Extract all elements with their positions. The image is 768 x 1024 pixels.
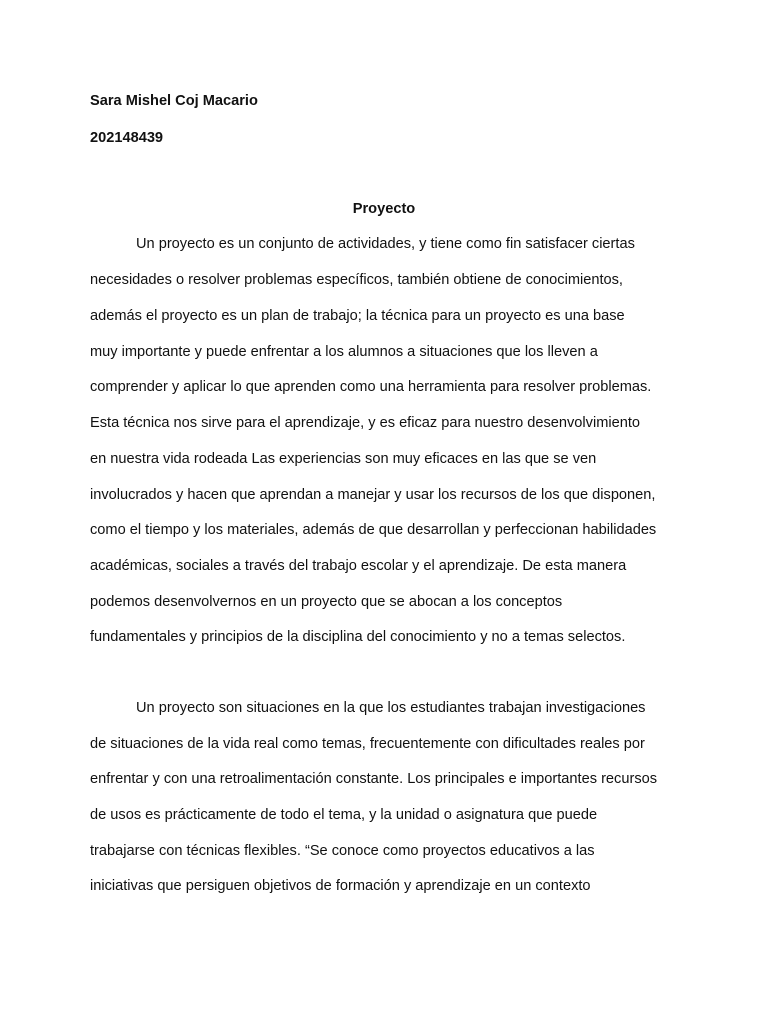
paragraph-line: Esta técnica nos sirve para el aprendizaje, y es eficaz para nuestro desenvolvimiento (90, 415, 640, 431)
paragraph-line: trabajarse con técnicas flexibles. “Se conoce como proyectos educativos a las (90, 843, 595, 859)
paragraph-line: enfrentar y con una retroalimentación constante. Los principales e importantes recursos (90, 771, 658, 787)
document-title: Proyecto (352, 201, 416, 217)
paragraph-line: fundamentales y principios de la disciplina del conocimiento y no a temas selectos. (90, 629, 626, 645)
paragraph-line: Un proyecto son situaciones en la que los estudiantes trabajan investigaciones (136, 700, 646, 716)
paragraph-line: como el tiempo y los materiales, además de que desarrollan y perfeccionan habilidades (90, 522, 657, 538)
paragraph-line: académicas, sociales a través del trabajo escolar y el aprendizaje. De esta manera (90, 558, 627, 574)
paragraph-line: podemos desenvolvernos en un proyecto que se abocan a los conceptos (90, 594, 563, 610)
paragraph-line: iniciativas que persiguen objetivos de formación y aprendizaje en un contexto (90, 878, 591, 894)
paragraph-line: muy importante y puede enfrentar a los alumnos a situaciones que los lleven a (90, 344, 598, 360)
author-name: Sara Mishel Coj Macario (90, 93, 258, 109)
paragraph-line: involucrados y hacen que aprendan a manejar y usar los recursos de los que disponen, (90, 487, 656, 503)
student-id: 202148439 (90, 130, 164, 146)
paragraph-line: de situaciones de la vida real como temas, frecuentemente con dificultades reales por (90, 736, 645, 752)
paragraph-line: necesidades o resolver problemas específicos, también obtiene de conocimientos, (90, 272, 623, 288)
paragraph-line: Un proyecto es un conjunto de actividades, y tiene como fin satisfacer ciertas (136, 236, 635, 252)
paragraph-line: en nuestra vida rodeada Las experiencias son muy eficaces en las que se ven (90, 451, 597, 467)
paragraph-line: comprender y aplicar lo que aprenden como una herramienta para resolver problemas. (90, 379, 652, 395)
paragraph-line: de usos es prácticamente de todo el tema, y la unidad o asignatura que puede (90, 807, 598, 823)
paragraph-line: además el proyecto es un plan de trabajo; la técnica para un proyecto es una base (90, 308, 625, 324)
